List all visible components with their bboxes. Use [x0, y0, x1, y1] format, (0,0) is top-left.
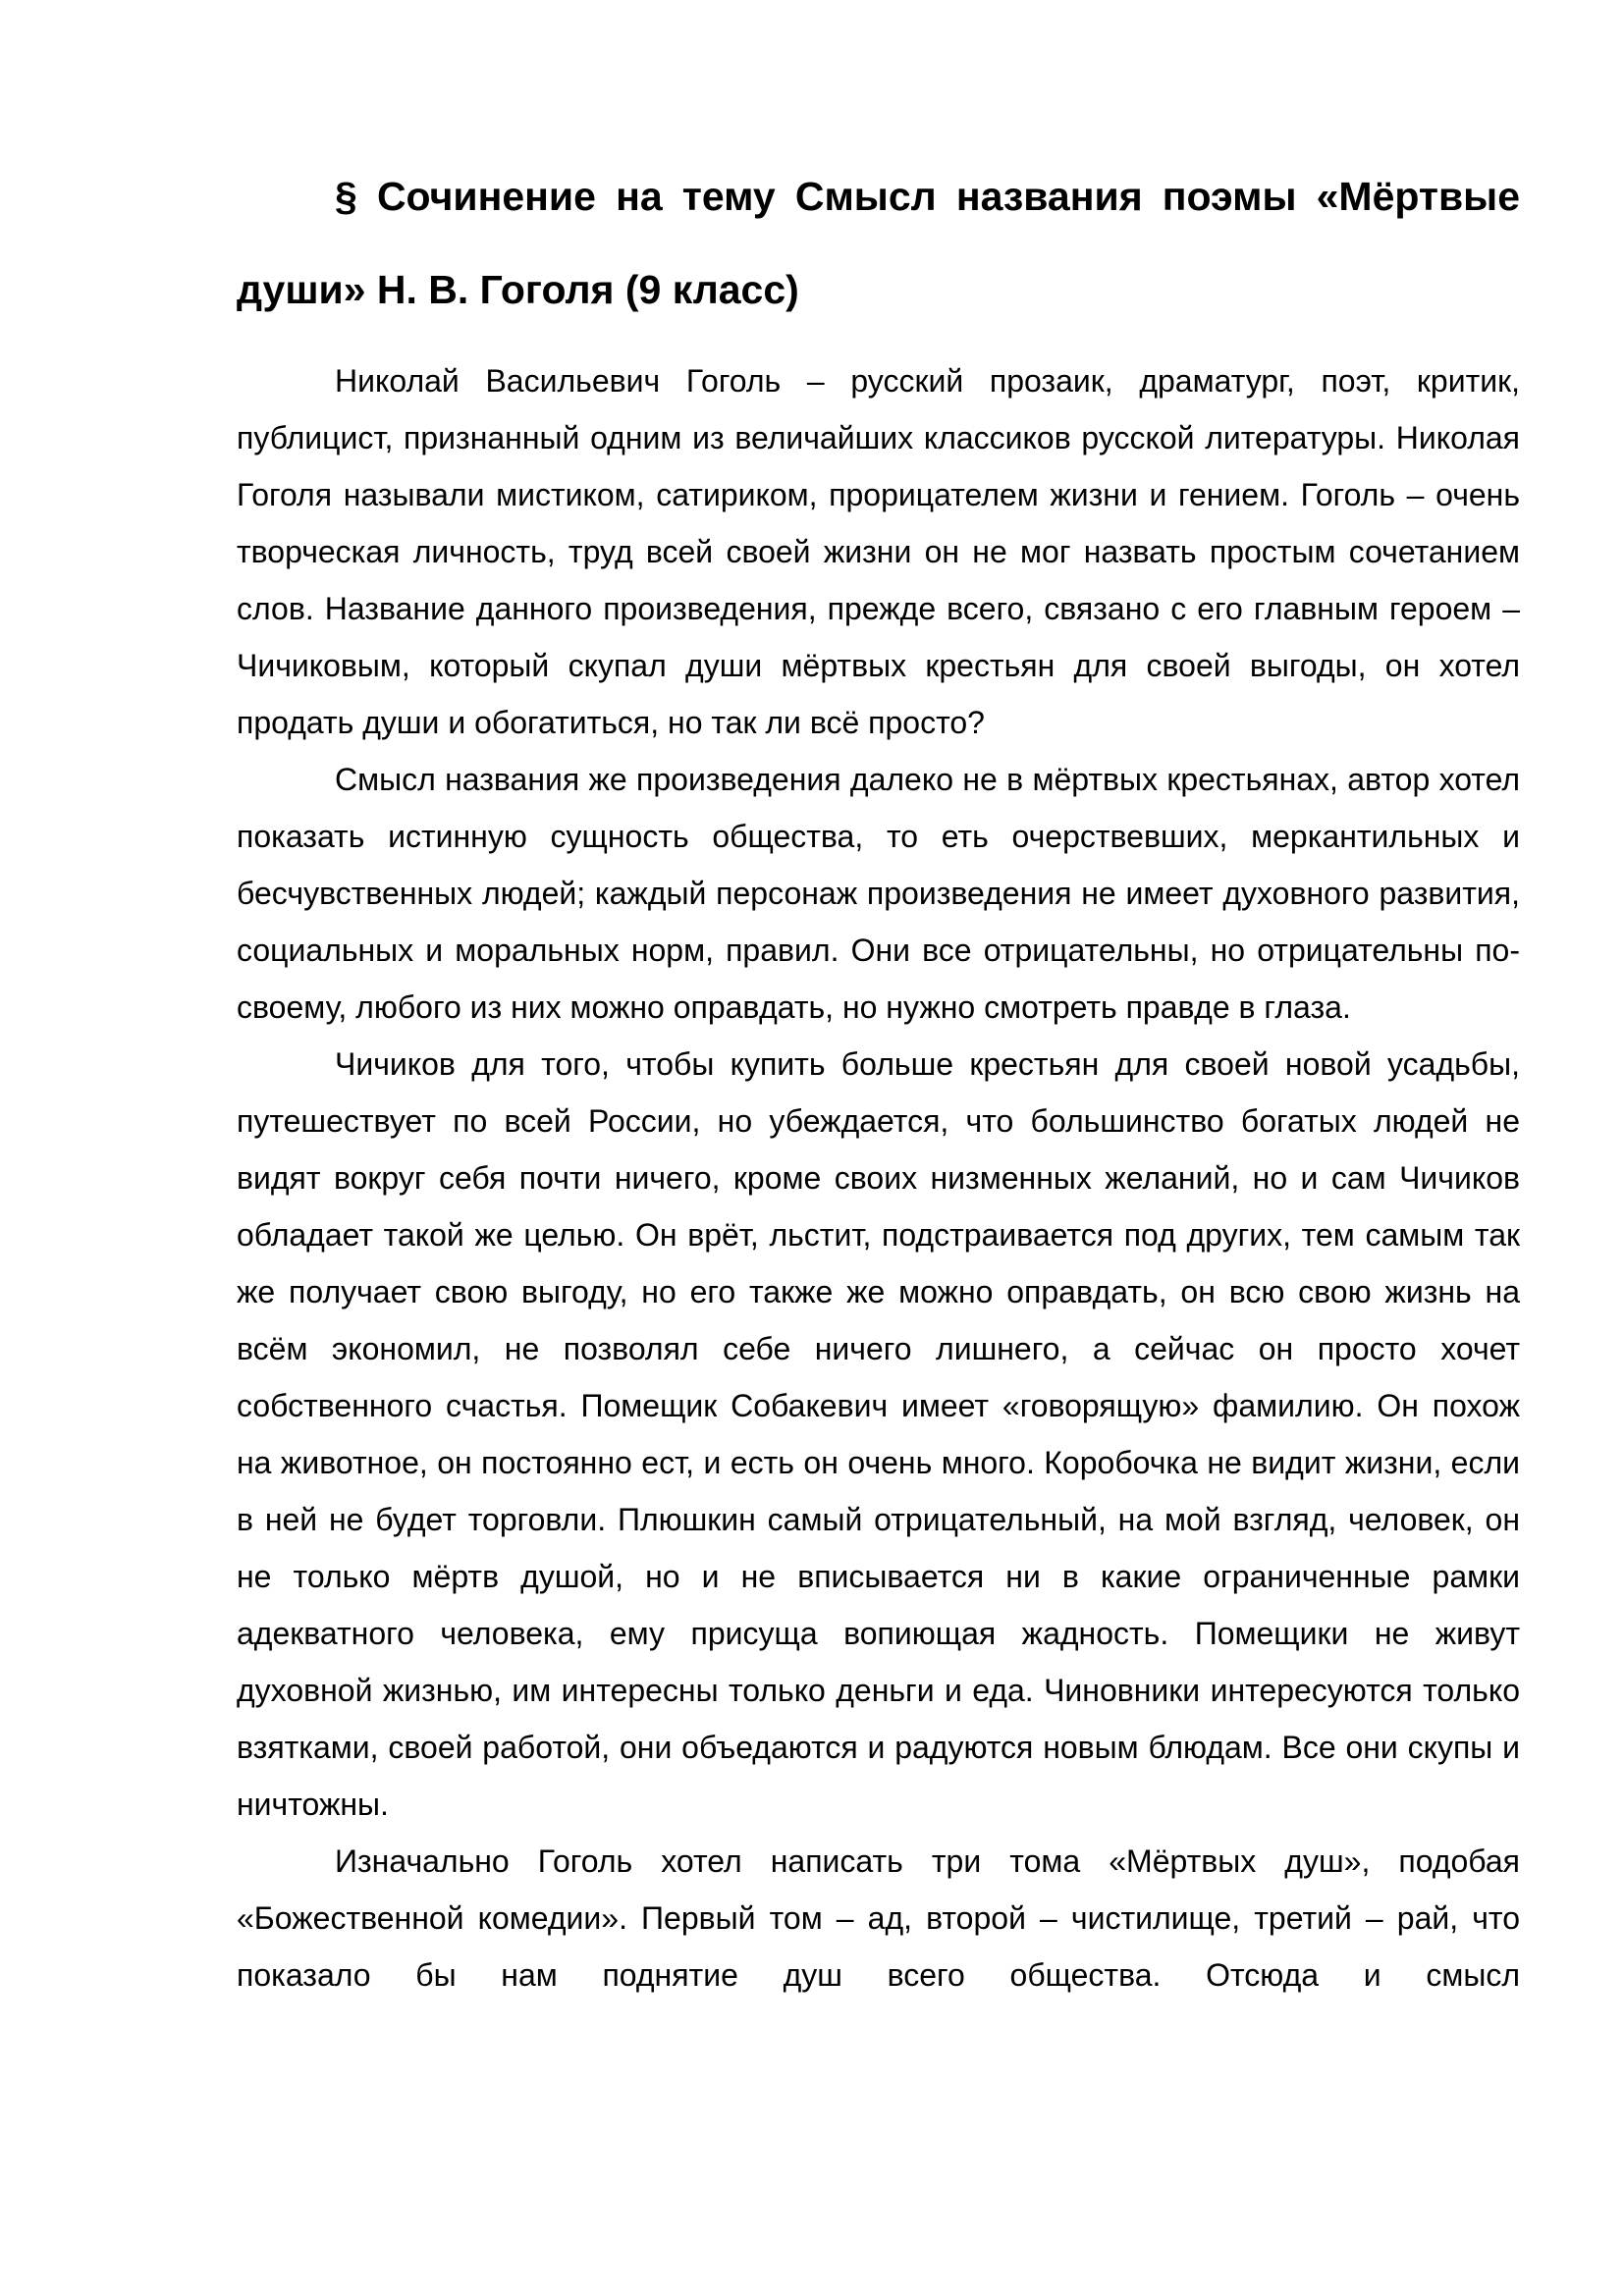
paragraph: Изначально Гоголь хотел написать три тома «Мёртвых душ», подобая «Божественной комедии». Первый том – ад, второй – чистилище, третий – рай, что показало бы нам поднятие душ всего общества. Отсюда и смысл: [237, 1843, 1520, 1993]
paragraph: Николай Васильевич Гоголь – русский прозаик, драматург, поэт, критик, публицист, признанный одним из величайших классиков русской литературы. Николая Гоголя называли мистиком, сатириком, прорицателем жизни и гением. Гоголь – очень творческая личность, труд всей своей жизни он не мог назвать простым сочетанием слов. Название данного произведения, прежде всего, связано с его главным героем – Чичиковым, который скупал души мёртвых крестьян для своей выгоды, он хотел продать души и обогатиться, но так ли всё просто?: [237, 363, 1520, 740]
paragraph: Чичиков для того, чтобы купить больше крестьян для своей новой усадьбы, путешествует по всей России, но убеждается, что большинство богатых людей не видят вокруг себя почти ничего, кроме своих низменных желаний, но и сам Чичиков обладает такой же целью. Он врёт, льстит, подстраивается под других, тем самым так же получает свою выгоду, но его также же можно оправдать, он всю свою жизнь на всём экономил, не позволял себе ничего лишнего, а сейчас он просто хочет собственного счастья. Помещик Собакевич имеет «говорящую» фамилию. Он похож на животное, он постоянно ест, и есть он очень много. Коробочка не видит жизни, если в ней не будет торговли. Плюшкин самый отрицательный, на мой взгляд, человек, он не только мёртв душой, но и не вписывается ни в какие ограниченные рамки адекватного человека, ему присуща вопиющая жадность. Помещики не живут духовной жизнью, им интересны только деньги и еда. Чиновники интересуются только взятками, своей работой, они объедаются и радуются новым блюдам. Все они скупы и ничтожны.: [237, 1046, 1520, 1822]
paragraph: Смысл названия же произведения далеко не в мёртвых крестьянах, автор хотел показать истинную сущность общества, то еть очерствевших, меркантильных и бесчувственных людей; каждый персонаж произведения не имеет духовного развития, социальных и моральных норм, правил. Они все отрицательны, но отрицательны по-своему, любого из них можно оправдать, но нужно смотреть правде в глаза.: [237, 762, 1520, 1025]
essay-body: [237, 352, 1520, 2003]
essay-title: § Сочинение на тему Смысл названия поэмы «Мёртвые души» Н. В. Гоголя (9 класс): [237, 174, 1520, 312]
